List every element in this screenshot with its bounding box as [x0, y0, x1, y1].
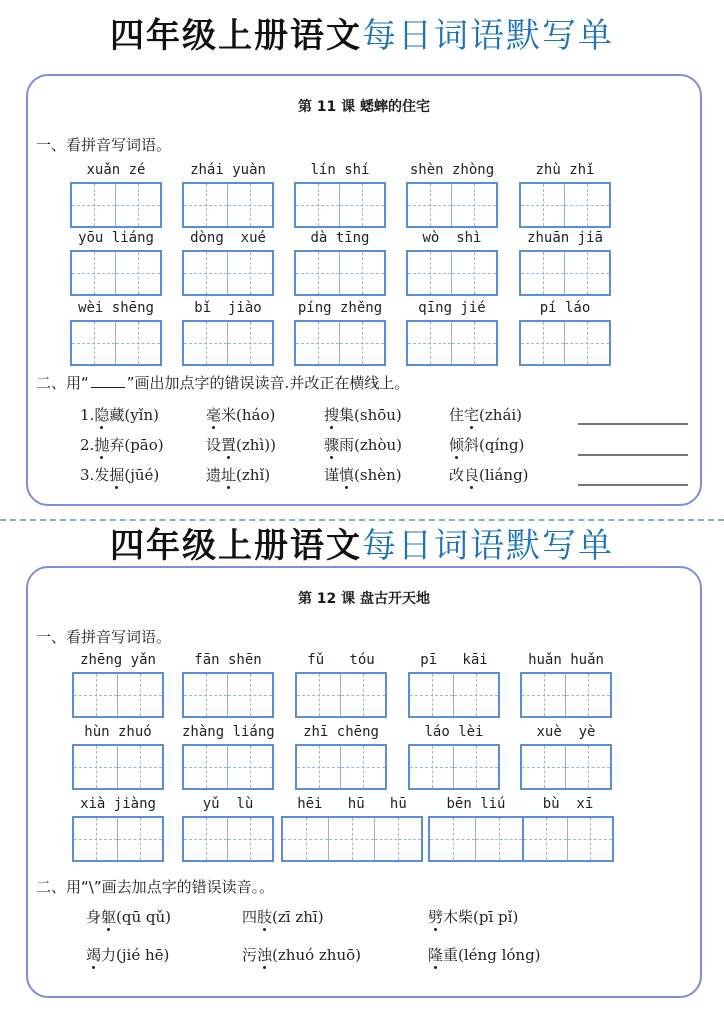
pinyin-label: zhēng yǎn: [80, 652, 156, 668]
pinyin-label: lín shí: [310, 162, 370, 178]
writing-grid[interactable]: [406, 182, 498, 228]
question-row-2: 2.抛弃(pāo): [80, 436, 164, 454]
choice-item: 隆重(léng lóng): [428, 946, 541, 964]
lesson-title: 第 11 课 蟋蟀的住宅: [297, 99, 431, 115]
writing-grid[interactable]: [294, 320, 386, 366]
pinyin-label: hēi hū hū: [297, 796, 407, 812]
pinyin-label: xuè yè: [536, 724, 596, 740]
section-title-correction: 二、用“ ”画出加点字的错误读音.并改正在横线上。: [36, 374, 410, 392]
banner-title-black: 四年级上册语文: [110, 526, 362, 566]
answer-line[interactable]: [578, 454, 688, 456]
writing-grid[interactable]: [72, 816, 164, 862]
pinyin-label: zhù zhǐ: [535, 162, 595, 178]
lesson-card-12: [26, 566, 702, 998]
writing-grid[interactable]: [182, 250, 274, 296]
pinyin-label: yǔ lù: [202, 796, 254, 812]
question-row-3: 3.发掘(jūé): [80, 466, 160, 484]
pinyin-label: fǔ tóu: [307, 652, 375, 668]
writing-grid[interactable]: [294, 250, 386, 296]
pinyin-label: zhái yuàn: [190, 162, 266, 178]
question-item: 毫米(háo): [206, 406, 276, 424]
writing-grid[interactable]: [182, 744, 274, 790]
writing-grid[interactable]: [281, 816, 423, 862]
writing-grid[interactable]: [70, 320, 162, 366]
section-title-pinyin: 一、看拼音写词语。: [36, 628, 172, 646]
pinyin-label: zhī chēng: [303, 724, 379, 740]
question-item: 遗址(zhǐ): [206, 466, 271, 484]
choice-item: 四肢(zī zhī): [242, 908, 324, 926]
writing-grid[interactable]: [406, 250, 498, 296]
pinyin-label: dòng xué: [190, 230, 266, 246]
underline-sample: [91, 375, 125, 388]
pinyin-label: fān shēn: [194, 652, 262, 668]
lesson-card-11: [26, 74, 702, 506]
writing-grid[interactable]: [182, 182, 274, 228]
writing-grid[interactable]: [522, 816, 614, 862]
choice-item: 劈木柴(pī pǐ): [428, 908, 519, 926]
pinyin-label: wèi shēng: [78, 300, 154, 316]
question-item: 骤雨(zhòu): [324, 436, 402, 454]
section-title-pinyin: 一、看拼音写词语。: [36, 136, 172, 154]
pinyin-label: zhàng liáng: [182, 724, 275, 740]
answer-line[interactable]: [578, 423, 688, 425]
banner-title-blue: 每日词语默写单: [362, 16, 614, 56]
pinyin-label: pī kāi: [420, 652, 488, 668]
section-title-strike: 二、用“\”画去加点字的错误读音。。: [36, 878, 275, 896]
lesson-title: 第 12 课 盘古开天地: [297, 591, 431, 607]
question-item: 搜集(shōu): [324, 406, 402, 424]
pinyin-label: wò shì: [422, 230, 482, 246]
pinyin-label: xuǎn zé: [86, 162, 146, 178]
pinyin-label: pí láo: [539, 300, 591, 316]
writing-grid[interactable]: [519, 250, 611, 296]
writing-grid[interactable]: [182, 320, 274, 366]
choice-item: 身躯(qū qǔ): [86, 908, 172, 926]
question-row-1: 1.隐藏(yǐn): [80, 406, 159, 424]
writing-grid[interactable]: [408, 744, 500, 790]
question-item: 谨慎(shèn): [324, 466, 402, 484]
pinyin-label: bēn liú: [446, 796, 506, 812]
choice-item: 污浊(zhuó zhuō): [242, 946, 362, 964]
pinyin-label: zhuān jiā: [527, 230, 603, 246]
writing-grid[interactable]: [72, 744, 164, 790]
worksheet-banner: [0, 524, 724, 568]
question-item: 倾斜(qíng): [449, 436, 525, 454]
writing-grid[interactable]: [520, 744, 612, 790]
pinyin-label: píng zhěng: [297, 300, 383, 316]
writing-grid[interactable]: [70, 250, 162, 296]
writing-grid[interactable]: [294, 182, 386, 228]
pinyin-label: xià jiàng: [80, 796, 156, 812]
writing-grid[interactable]: [295, 744, 387, 790]
banner-title-blue: 每日词语默写单: [362, 526, 614, 566]
pinyin-label: dà tīng: [310, 230, 370, 246]
pinyin-label: shèn zhòng: [409, 162, 495, 178]
writing-grid[interactable]: [182, 816, 274, 862]
page-divider: [0, 519, 724, 521]
pinyin-label: hùn zhuó: [84, 724, 152, 740]
banner-title-black: 四年级上册语文: [110, 16, 362, 56]
question-item: 住宅(zhái): [449, 406, 523, 424]
pinyin-label: bù xī: [542, 796, 594, 812]
writing-grid[interactable]: [428, 816, 524, 862]
answer-line[interactable]: [578, 484, 688, 486]
question-item: 设置(zhì)): [206, 436, 276, 454]
pinyin-label: yōu liáng: [78, 230, 154, 246]
writing-grid[interactable]: [520, 672, 612, 718]
writing-grid[interactable]: [519, 182, 611, 228]
writing-grid[interactable]: [406, 320, 498, 366]
pinyin-label: láo lèi: [424, 724, 484, 740]
pinyin-label: qīng jié: [418, 300, 486, 316]
question-item: 改良(liáng): [449, 466, 529, 484]
writing-grid[interactable]: [182, 672, 274, 718]
writing-grid[interactable]: [72, 672, 164, 718]
writing-grid[interactable]: [519, 320, 611, 366]
writing-grid[interactable]: [70, 182, 162, 228]
pinyin-label: huǎn huǎn: [528, 652, 604, 668]
worksheet-banner: [0, 14, 724, 58]
pinyin-label: bǐ jiào: [194, 300, 262, 316]
choice-item: 竭力(jié hē): [86, 946, 170, 964]
writing-grid[interactable]: [408, 672, 500, 718]
writing-grid[interactable]: [295, 672, 387, 718]
